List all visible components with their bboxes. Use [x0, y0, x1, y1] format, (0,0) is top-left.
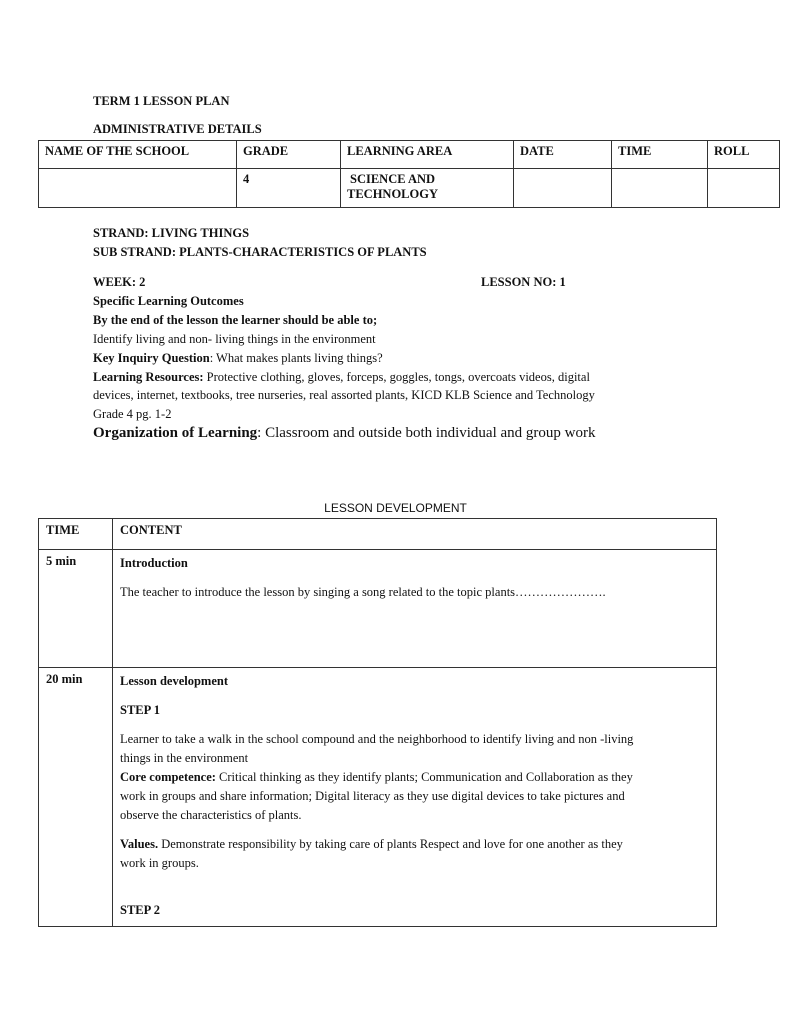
value-grade: 4 — [237, 169, 341, 208]
header-school: NAME OF THE SCHOOL — [39, 141, 237, 169]
values-line1: Demonstrate responsibility by taking care of plants Respect and love for one another as they — [158, 837, 623, 851]
header-learning-area: LEARNING AREA — [341, 141, 514, 169]
step1-line1: Learner to take a walk in the school compound and the neighborhood to identify living and non -living — [120, 732, 634, 746]
admin-heading: ADMINISTRATIVE DETAILS — [93, 122, 262, 136]
admin-details-table — [38, 140, 780, 208]
introduction-text: The teacher to introduce the lesson by singing a song related to the topic plants…………………. — [120, 585, 606, 599]
header-time: TIME — [612, 141, 708, 169]
core-line2: work in groups and share information; Digital literacy as they use digital devices to take pictures and — [120, 789, 625, 803]
header-date: DATE — [514, 141, 612, 169]
introduction-heading: Introduction — [120, 556, 188, 570]
core-label: Core competence: — [120, 770, 216, 784]
row-time: 20 min — [39, 668, 113, 927]
admin-value-row — [39, 169, 780, 208]
col-time-header: TIME — [39, 519, 113, 550]
step1-line2: things in the environment — [120, 751, 249, 765]
resources-line2: devices, internet, textbooks, tree nurseries, real assorted plants, KICD KLB Science and Technology — [93, 388, 595, 402]
org-label: Organization of Learning — [93, 425, 258, 441]
org-text: : Classroom and outside both individual and group work — [257, 425, 596, 441]
row-content — [113, 668, 717, 927]
learning-outcome: Identify living and non- living things in the environment — [93, 332, 376, 346]
learning-resources — [93, 370, 590, 385]
by-end-statement: By the end of the lesson the learner should be able to; — [93, 313, 378, 327]
lesson-development-title: LESSON DEVELOPMENT — [324, 501, 467, 515]
sub-strand: SUB STRAND: PLANTS-CHARACTERISTICS OF PLANTS — [93, 245, 427, 259]
page-title: TERM 1 LESSON PLAN — [93, 94, 230, 108]
row-content — [113, 550, 717, 668]
values-line2: work in groups. — [120, 856, 199, 870]
core-line3: observe the characteristics of plants. — [120, 808, 302, 822]
core-competence — [120, 768, 709, 787]
row-time: 5 min — [39, 550, 113, 668]
value-school — [39, 169, 237, 208]
admin-header-row — [39, 141, 780, 169]
strand: STRAND: LIVING THINGS — [93, 226, 250, 240]
resources-line3: Grade 4 pg. 1-2 — [93, 407, 172, 421]
kiq-label: Key Inquiry Question — [93, 351, 210, 365]
value-time — [612, 169, 708, 208]
table-row — [39, 550, 717, 668]
value-learning-area — [341, 169, 514, 208]
resources-line1: Protective clothing, gloves, forceps, goggles, tongs, overcoats videos, digital — [203, 370, 590, 384]
lesson-number: LESSON NO: 1 — [481, 275, 566, 289]
key-inquiry-question — [93, 351, 383, 366]
organization-of-learning — [93, 425, 595, 442]
lesson-development-heading: Lesson development — [120, 674, 228, 688]
value-roll — [708, 169, 780, 208]
kiq-text: : What makes plants living things? — [209, 351, 383, 365]
resources-label: Learning Resources: — [93, 370, 204, 384]
values-label: Values. — [120, 837, 159, 851]
header-grade: GRADE — [237, 141, 341, 169]
slo-heading: Specific Learning Outcomes — [93, 294, 244, 308]
value-date — [514, 169, 612, 208]
lesson-development-table — [38, 518, 717, 927]
table-row — [39, 668, 717, 927]
learning-area-line2: TECHNOLOGY — [347, 187, 438, 201]
core-line1: Critical thinking as they identify plants; Communication and Collaboration as they — [215, 770, 633, 784]
step2-heading: STEP 2 — [120, 903, 160, 917]
week: WEEK: 2 — [93, 275, 146, 289]
learning-area-line1: SCIENCE AND — [350, 172, 436, 186]
header-roll: ROLL — [708, 141, 780, 169]
col-content-header: CONTENT — [113, 519, 717, 550]
values — [120, 835, 709, 854]
step1-heading: STEP 1 — [120, 703, 160, 717]
dev-header-row — [39, 519, 717, 550]
